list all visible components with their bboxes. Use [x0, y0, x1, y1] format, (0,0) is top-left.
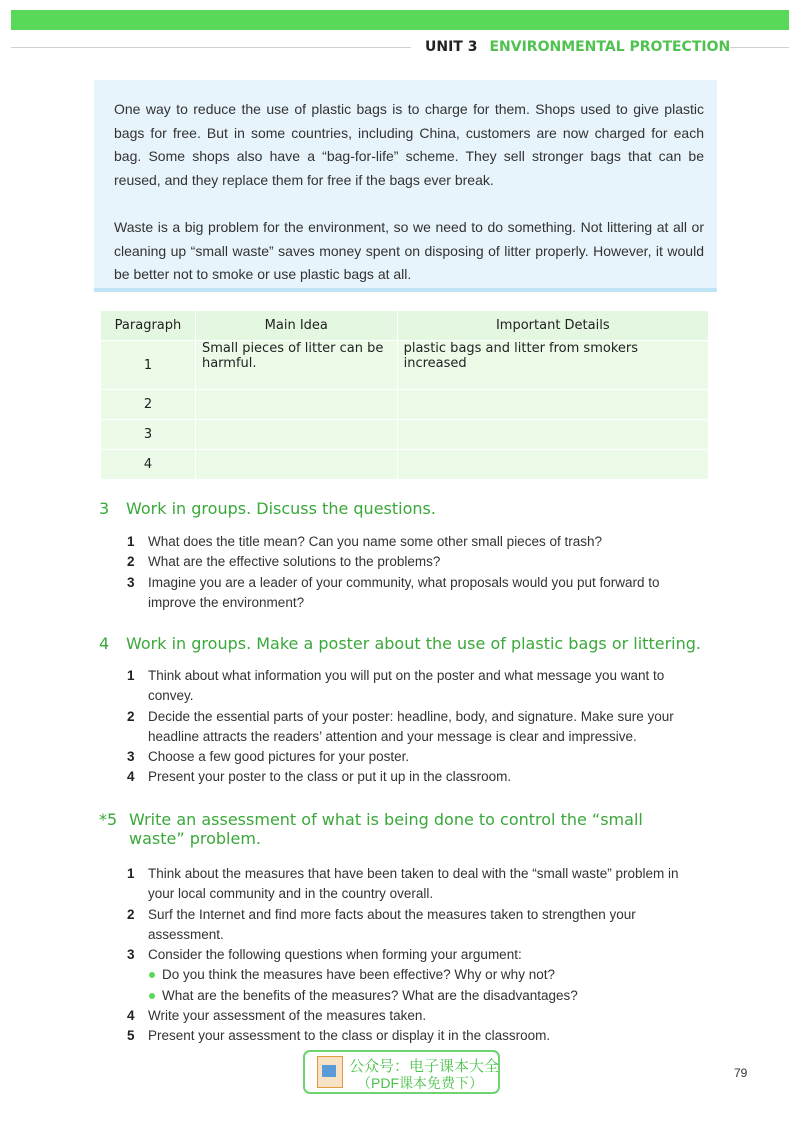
watermark-badge	[303, 1050, 500, 1094]
watermark-line-1: 公众号：电子课本大全	[349, 1058, 500, 1075]
section-title: Write an assessment of what is being done to control the “small waste” problem.	[129, 810, 643, 848]
page-number: 79	[734, 1066, 748, 1080]
table-row	[101, 450, 709, 480]
header-rule-right	[730, 47, 789, 48]
unit-topic: ENVIRONMENTAL PROTECTION	[489, 39, 731, 55]
passage-paragraph-a: One way to reduce the use of plastic bags is to charge for them. Shops used to give plastic bags for free. But in some countries, including China, customers are now charged for each bag. Some shops also have a “bag-for-life” scheme. They sell stronger bags that can be reused, and they replace them for free if the bags ever break.	[114, 101, 704, 188]
table-row	[101, 420, 709, 450]
table-header-row	[101, 311, 709, 341]
section-title: Work in groups. Discuss the questions.	[126, 499, 436, 518]
table-row	[101, 390, 709, 420]
col-header-main-idea: Main Idea	[195, 311, 397, 341]
watermark-line-2: （PDF课本免费下）	[357, 1075, 483, 1091]
cell-details[interactable]	[397, 420, 708, 450]
list-item: 1 Think about the measures that have been taken to deal with the “small waste” problem in your local community and in the country overall.	[127, 866, 679, 902]
cell-paragraph: 3	[101, 420, 196, 450]
top-color-bar	[11, 10, 789, 30]
cell-details[interactable]	[397, 450, 708, 480]
section-number: 3	[99, 499, 110, 518]
list-item: 3 Imagine you are a leader of your community, what proposals would you put forward to improve the environment?	[127, 574, 660, 610]
col-header-details: Important Details	[397, 311, 708, 341]
list-item: 4 Present your poster to the class or put it up in the classroom.	[127, 769, 512, 785]
list-item: 2 What are the effective solutions to the problems?	[127, 554, 441, 570]
bullet-item: What are the benefits of the measures? What are the disadvantages?	[148, 986, 702, 1006]
section-5-list	[127, 864, 702, 1047]
bullet-item: Do you think the measures have been effective? Why or why not?	[148, 965, 702, 985]
unit-number: UNIT 3	[425, 39, 478, 55]
cell-main-idea[interactable]: Small pieces of litter can be harmful.	[195, 341, 397, 390]
cell-main-idea[interactable]	[195, 450, 397, 480]
cell-details[interactable]	[397, 390, 708, 420]
cell-main-idea[interactable]	[195, 420, 397, 450]
section-number: *5	[99, 810, 118, 829]
section-title: Work in groups. Make a poster about the use of plastic bags or littering.	[126, 634, 701, 653]
passage-paragraph-b: Waste is a big problem for the environment, so we need to do something. Not littering at all or cleaning up “small waste” saves money spent on disposing of litter properly. However, it would be better not to smoke or use plastic bags at all.	[114, 219, 704, 282]
cell-paragraph: 2	[101, 390, 196, 420]
list-item: 1 Think about what information you will put on the poster and what message you want to convey.	[127, 668, 665, 704]
table-row	[101, 341, 709, 390]
list-item: 3 Consider the following questions when forming your argument: Do you think the measures have been effective? Why or why not? What are the benefits of the measures? What are the disadvantages?	[127, 945, 702, 1006]
unit-header	[425, 39, 730, 55]
reading-passage	[94, 80, 717, 292]
book-icon	[317, 1056, 343, 1088]
cell-details[interactable]: plastic bags and litter from smokers increased	[397, 341, 708, 390]
list-item: 5 Present your assessment to the class or display it in the classroom.	[127, 1028, 551, 1044]
section-3-list	[127, 532, 702, 613]
col-header-paragraph: Paragraph	[101, 311, 196, 341]
list-item: 1 What does the title mean? Can you name some other small pieces of trash?	[127, 534, 602, 549]
list-item: 4 Write your assessment of the measures taken.	[127, 1008, 427, 1024]
cell-paragraph: 4	[101, 450, 196, 480]
section-number: 4	[99, 634, 110, 653]
header-rule-left	[11, 47, 411, 48]
main-idea-table	[100, 310, 709, 480]
list-item: 3 Choose a few good pictures for your poster.	[127, 749, 410, 765]
cell-paragraph: 1	[101, 341, 196, 390]
section-4-list	[127, 666, 702, 788]
cell-main-idea[interactable]	[195, 390, 397, 420]
list-item: 2 Decide the essential parts of your poster: headline, body, and signature. Make sure your headline attracts the readers’ attention and your message is clear and impressive.	[127, 708, 674, 744]
list-item: 2 Surf the Internet and find more facts about the measures taken to strengthen your assessment.	[127, 906, 636, 942]
